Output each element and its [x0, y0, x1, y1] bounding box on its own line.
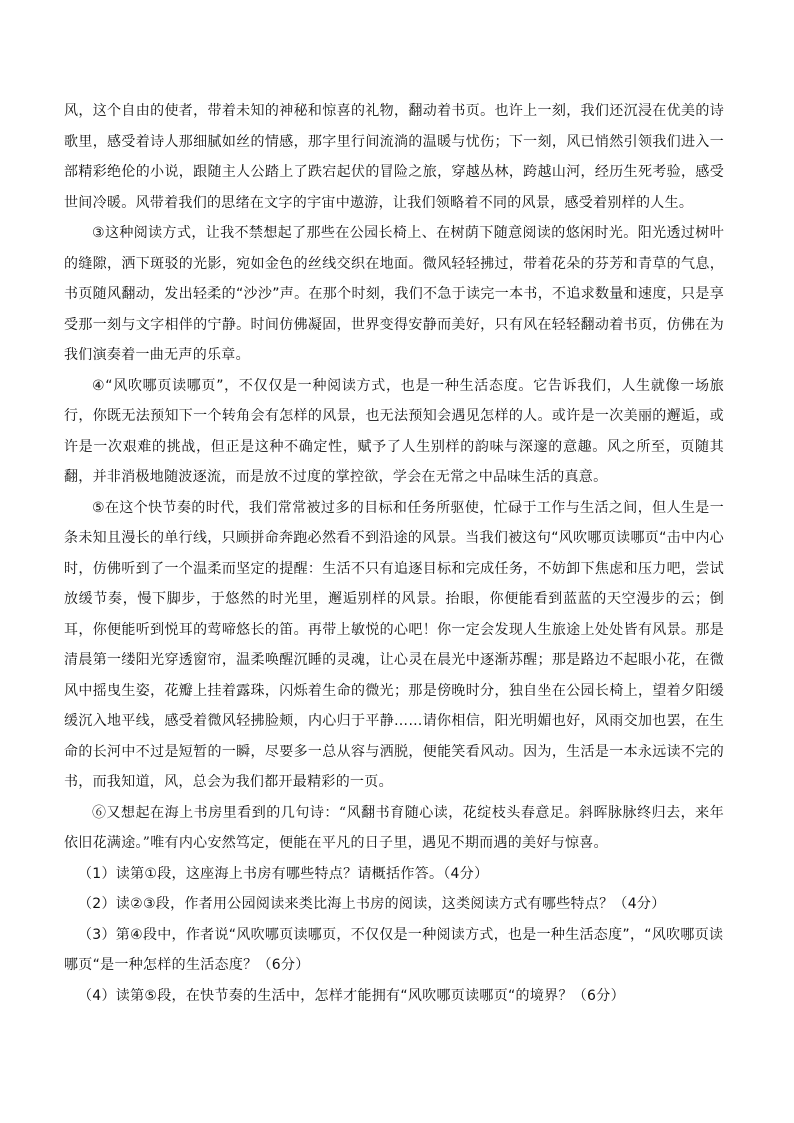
- paragraph-3: ③这种阅读方式，让我不禁想起了那些在公园长椅上、在树荫下随意阅读的悠闲时光。阳光透过树叶的缝隙，洒下斑驳的光影，宛如金色的丝线交织在地面。微风轻轻拂过，带着花朵的芬芳和青草的气息，书页随风翻动，发出轻柔的“沙沙”声。在那个时刻，我们不急于读完一本书，不追求数量和速度，只是享受那一刻与文字相伴的宁静。时间仿佛凝固，世界变得安静而美好，只有风在轻轻翻动着书页，仿佛在为我们演奏着一曲无声的乐章。: [64, 225, 724, 363]
- paragraph-6: ⑥又想起在海上书房里看到的几句诗：“风翻书育随心读，花绽枝头春意足。斜晖脉脉终归去，来年依旧花满途。”唯有内心安然笃定，便能在平凡的日子里，遇见不期而遇的美好与惊喜。: [64, 804, 724, 851]
- paragraph-2-continued: 风，这个自由的使者，带着未知的神秘和惊喜的礼物，翻动着书页。也许上一刻，我们还沉浸在优美的诗歌里，感受着诗人那细腻如丝的情感，那字里行间流淌的温暖与忧伤；下一刻，风已悄然引领我们进入一部精彩绝伦的小说，跟随主人公踏上了跌宕起伏的冒险之旅，穿越丛林，跨越山河，经历生死考验，感受世间冷暖。风带着我们的思绪在文字的宇宙中遨游，让我们领略着不同的风景，感受着别样的人生。: [64, 103, 724, 211]
- question-3: （3）第④段中，作者说“风吹哪页读哪页，不仅仅是一种阅读方式，也是一种生活态度”，“风吹哪页读哪页“是一种怎样的生活态度？（6分）: [64, 926, 724, 973]
- paragraph-4: ④“风吹哪页读哪页”，不仅仅是一种阅读方式，也是一种生活态度。它告诉我们，人生就像一场旅行，你既无法预知下一个转角会有怎样的风景，也无法预知会遇见怎样的人。或许是一次美丽的邂逅，或许是一次艰难的挑战，但正是这种不确定性，赋予了人生别样的韵味与深邃的意趣。风之所至，页随其翻，并非消极地随波逐流，而是放不过度的掌控欲，学会在无常之中品味生活的真意。: [64, 377, 724, 485]
- document-page: [64, 96, 724, 1011]
- question-4: （4）读第⑤段，在快节奏的生活中，怎样才能拥有“风吹哪页读哪页“的境界？（6分）: [78, 987, 625, 1004]
- question-1: （1）读第①段，这座海上书房有哪些特点？请概括作答。（4分）: [78, 865, 489, 882]
- question-2: （2）读②③段，作者用公园阅读来类比海上书房的阅读，这类阅读方式有哪些特点？（4分）: [78, 896, 666, 912]
- paragraph-5: ⑤在这个快节奏的时代，我们常常被过多的目标和任务所驱使，忙碌于工作与生活之间，但人生是一条未知且漫长的单行线，只顾拼命奔跑必然看不到沿途的风景。当我们被这句“风吹哪页读哪页“击中内心时，仿佛听到了一个温柔而坚定的提醒：生活不只有追逐目标和完成任务，不妨卸下焦虑和压力吧，尝试放缓节奏，慢下脚步，于悠然的时光里，邂逅别样的风景。抬眼，你便能看到蓝蓝的天空漫步的云；倒耳，你便能听到悦耳的莺啼悠长的笛。再带上敏悦的心吧！你一定会发现人生旅途上处处皆有风景。那是清晨第一缕阳光穿透窗帘，温柔唤醒沉睡的灵魂，让心灵在晨光中逐渐苏醒；那是路边不起眼小花，在微风中摇曳生姿，花瓣上挂着露珠，闪烁着生命的微光；那是傍晚时分，独自坐在公园长椅上，望着夕阳缓缓沉入地平线，感受着微风轻拂脸颊，内心归于平静……请你相信，阳光明媚也好，风雨交加也罢，在生命的长河中不过是短暂的一瞬，尽要多一总从容与洒脱，便能笑看风动。因为，生活是一本永远读不完的书，而我知道，风，总会为我们都开最精彩的一页。: [64, 499, 724, 790]
